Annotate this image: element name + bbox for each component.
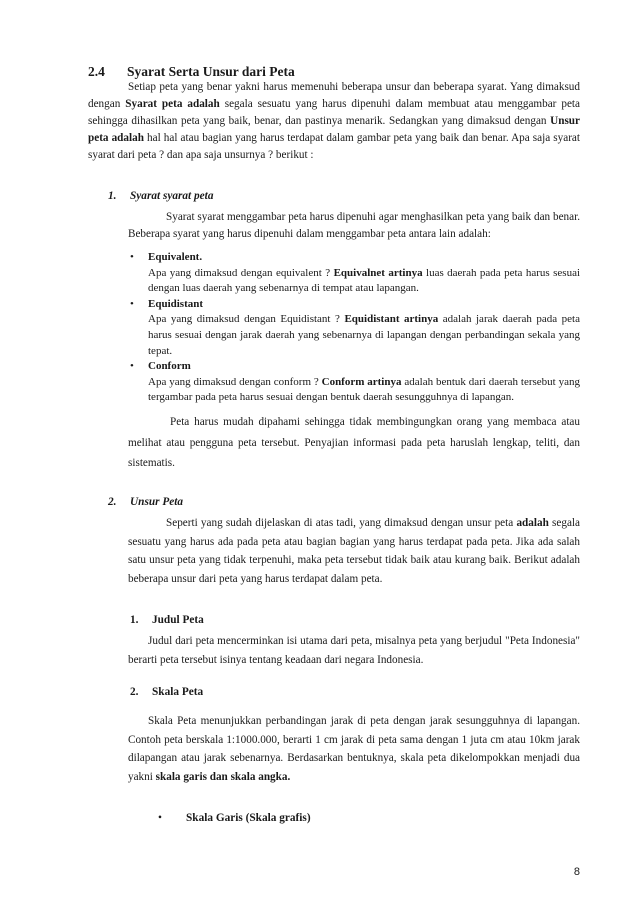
bullet-text: adalah bentuk dari daerah tersebut yang tergambar pada peta harus sesuai dengan bentuk daerah sesungguhnya di lapangan.: [148, 375, 580, 404]
skala-number: 2.: [130, 686, 139, 698]
judul-peta-title: [130, 614, 204, 626]
section2-title-text: Unsur Peta: [130, 496, 184, 508]
bullet-bold: Conform artinya: [321, 375, 402, 388]
skala-text: Skala Peta menunjukkan perbandingan jarak di peta dengan jarak sesungguhnya di lapangan. Contoh peta berskala 1:1000.000, berarti 1 cm jarak di peta sama dengan 1 juta cm atau 10km jarak dilapangan atau jarak sebenarnya. Berdasarkan bentuknya, skala peta dikelompokkan menjadi dua yakni: [128, 715, 580, 783]
bullet-text: adalah jarak daerah pada peta harus sesuai dengan jarak daerah yang sebenarnya di lapangan dengan perbandingan sekala yang tepat.: [148, 313, 580, 357]
skala-title-text: Skala Peta: [152, 686, 204, 698]
section2-number: 2.: [108, 496, 117, 508]
bullet-text: luas daerah pada peta harus sesuai dengan luas daerah yang sebenarnya di tempat atau lapangan.: [148, 266, 581, 295]
bullet-dot: •: [130, 251, 134, 263]
section1-title: [108, 190, 213, 202]
bullet-skala-garis-label: Skala Garis (Skala grafis): [186, 812, 311, 824]
bullet-text: Apa yang dimaksud dengan equivalent ?: [148, 266, 334, 279]
bullet-equidistant: [128, 297, 580, 359]
intro-text-1: Setiap peta yang benar yakni harus memenuhi beberapa unsur dan beberapa syarat. Yang dimaksud dengan: [88, 81, 580, 110]
bullet-text: Apa yang dimaksud dengan conform ?: [148, 375, 322, 388]
bullet-title: Equidistant: [148, 297, 204, 310]
section1-closing-paragraph: Peta harus mudah dipahami sehingga tidak membingungkan orang yang membaca atau melihat atau pengguna peta tersebut. Penyajian informasi pada peta haruslah lengkap, teliti, dan sistematis.: [128, 416, 580, 469]
section-heading: [88, 64, 295, 80]
judul-title-text: Judul Peta: [152, 614, 204, 626]
skala-peta-paragraph: [128, 712, 580, 786]
heading-title: Syarat Serta Unsur dari Peta: [127, 64, 295, 79]
bullet-conform: [128, 359, 580, 406]
section2-text-2: segala sesuatu yang harus ada pada peta atau bagian bagian yang harus terdapat pada peta. Jika ada salah satu unsur peta yang tidak terpenuhi, maka peta tersebut tidak baik atau kurang baik. Berikut adalah beberapa unsur dari peta yang harus terdapat dalam peta.: [128, 517, 580, 585]
section2-paragraph: [128, 514, 580, 588]
bullet-title: Conform: [148, 360, 191, 373]
bullet-dot: •: [130, 297, 134, 310]
page-number: 8: [573, 866, 580, 878]
intro-text-2: segala sesuatu yang harus dipenuhi dalam membuat atau menggambar peta sehingga dihasilkan peta yang baik, benar, dan pastinya menarik. Sedangkan yang dimaksud dengan: [88, 98, 581, 127]
bullet-bold: Equidistant artinya: [344, 313, 439, 326]
bullet-dot: •: [130, 360, 134, 373]
skala-peta-title: [130, 686, 203, 698]
bullet-skala-garis: [158, 812, 311, 824]
intro-bold-2: Unsur peta adalah: [88, 115, 580, 144]
judul-peta-paragraph: Judul dari peta mencerminkan isi utama dari peta, misalnya peta yang berjudul "Peta Indonesia" berarti peta tersebut isinya tentang keadaan dari negara Indonesia.: [128, 635, 580, 666]
section2-title: [108, 496, 183, 508]
bullet-equivalent: [128, 250, 580, 297]
section2-text-1: Seperti yang sudah dijelaskan di atas tadi, yang dimaksud dengan unsur peta: [166, 517, 517, 529]
intro-text-3: hal hal atau bagian yang harus terdapat dalam gambar peta yang baik dan benar. Apa saja syarat syarat dari peta ? dan apa saja unsurnya ? berikut :: [88, 132, 581, 161]
judul-number: 1.: [130, 614, 139, 626]
heading-number: 2.4: [88, 64, 105, 79]
intro-bold-1: Syarat peta adalah: [125, 98, 220, 110]
bullet-text: Apa yang dimaksud dengan Equidistant ?: [148, 313, 345, 326]
intro-paragraph: [88, 79, 580, 164]
bullet-title: Equivalent.: [148, 251, 203, 263]
bullet-dot: •: [158, 812, 162, 824]
bullet-bold: Equivalnet artinya: [333, 266, 423, 279]
syarat-bullet-list: [128, 250, 580, 406]
skala-bold: skala garis dan skala angka.: [155, 770, 291, 783]
section2-bold: adalah: [516, 517, 549, 529]
section1-number: 1.: [108, 190, 117, 202]
section1-paragraph: Syarat syarat menggambar peta harus dipenuhi agar menghasilkan peta yang baik dan benar. Beberapa syarat yang harus dipenuhi dalam menggambar peta antara lain adalah:: [128, 211, 580, 240]
section1-title-text: Syarat syarat peta: [130, 190, 214, 202]
